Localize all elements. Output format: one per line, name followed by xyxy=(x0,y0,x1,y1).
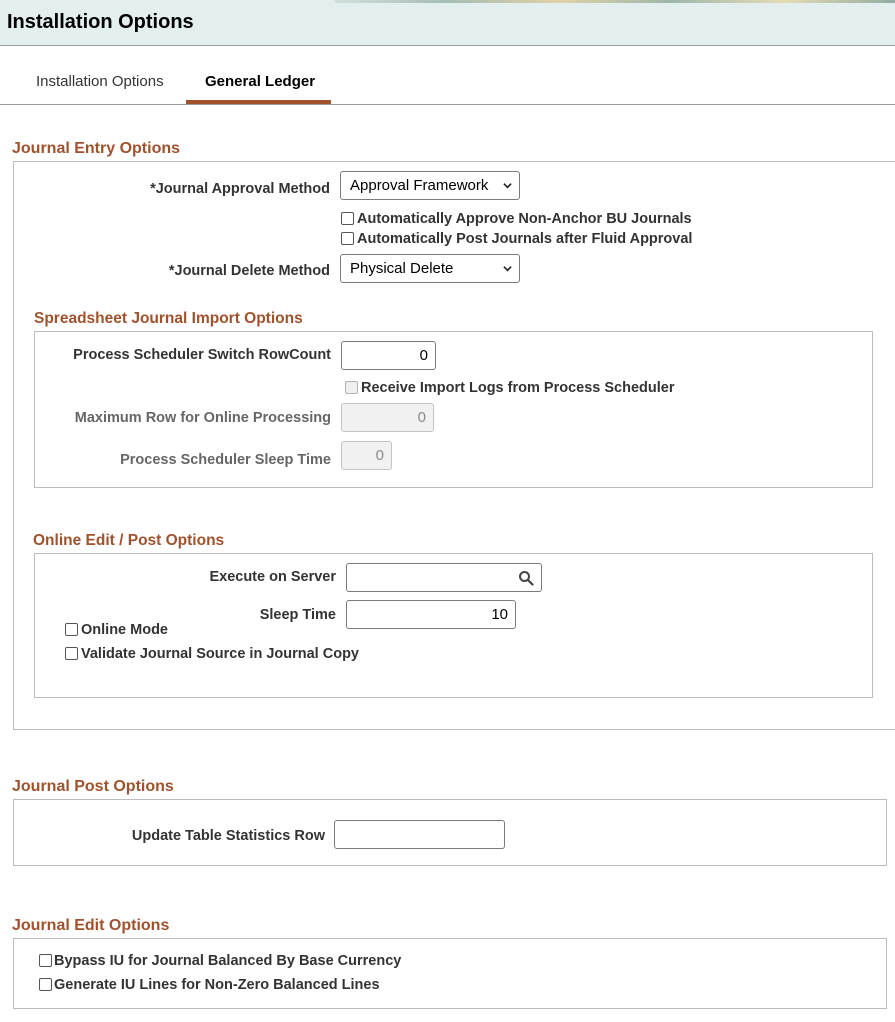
tab-general-ledger[interactable]: General Ledger xyxy=(205,73,316,90)
journal-post-options-title: Journal Post Options xyxy=(12,778,174,795)
tab-installation-options[interactable]: Installation Options xyxy=(36,73,164,90)
generate-iu-lines-checkbox[interactable] xyxy=(39,978,52,991)
bypass-iu-label: Bypass IU for Journal Balanced By Base Currency xyxy=(54,953,402,969)
process-scheduler-sleep-time-label: Process Scheduler Sleep Time xyxy=(120,452,331,468)
receive-import-logs-label: Receive Import Logs from Process Scheduler xyxy=(361,380,675,396)
page-title: Installation Options xyxy=(7,11,194,33)
validate-journal-source-checkbox[interactable] xyxy=(65,647,78,660)
journal-delete-method-label: *Journal Delete Method xyxy=(168,263,330,279)
switch-rowcount-input[interactable]: 0 xyxy=(341,341,436,370)
generate-iu-lines-label: Generate IU Lines for Non-Zero Balanced Lines xyxy=(54,977,380,993)
execute-on-server-label: Execute on Server xyxy=(209,569,336,585)
tab-divider xyxy=(0,104,895,105)
execute-on-server-input[interactable] xyxy=(346,563,542,592)
process-scheduler-sleep-time-input: 0 xyxy=(341,441,392,470)
journal-edit-options-box xyxy=(13,938,887,1009)
max-row-online-label: Maximum Row for Online Processing xyxy=(74,410,331,426)
journal-approval-method-value: Approval Framework xyxy=(350,177,489,194)
journal-edit-options-title: Journal Edit Options xyxy=(12,917,170,934)
header-decoration xyxy=(335,0,895,3)
auto-approve-label: Automatically Approve Non-Anchor BU Journals xyxy=(357,211,692,227)
chevron-down-icon xyxy=(503,181,512,190)
bypass-iu-checkbox[interactable] xyxy=(39,954,52,967)
journal-approval-method-select[interactable] xyxy=(340,171,520,200)
auto-approve-checkbox[interactable] xyxy=(341,212,354,225)
spreadsheet-import-options-title: Spreadsheet Journal Import Options xyxy=(34,310,303,327)
online-mode-checkbox[interactable] xyxy=(65,623,78,636)
journal-delete-method-select[interactable] xyxy=(340,254,520,283)
switch-rowcount-label: Process Scheduler Switch RowCount xyxy=(73,347,331,363)
update-table-statistics-input[interactable] xyxy=(334,820,505,849)
validate-journal-source-label: Validate Journal Source in Journal Copy xyxy=(81,646,359,662)
update-table-statistics-label: Update Table Statistics Row xyxy=(131,828,325,844)
search-icon[interactable] xyxy=(518,570,534,586)
journal-entry-options-title: Journal Entry Options xyxy=(12,140,181,157)
sleep-time-label: Sleep Time xyxy=(259,607,336,623)
chevron-down-icon xyxy=(503,264,512,273)
journal-approval-method-label: *Journal Approval Method xyxy=(150,181,330,197)
online-mode-label: Online Mode xyxy=(81,622,168,638)
max-row-online-input: 0 xyxy=(341,403,434,432)
online-edit-post-options-title: Online Edit / Post Options xyxy=(33,532,225,549)
journal-delete-method-value: Physical Delete xyxy=(350,260,454,277)
receive-import-logs-checkbox[interactable] xyxy=(345,381,358,394)
auto-post-label: Automatically Post Journals after Fluid Approval xyxy=(357,231,693,247)
auto-post-checkbox[interactable] xyxy=(341,232,354,245)
sleep-time-input[interactable]: 10 xyxy=(346,600,516,629)
